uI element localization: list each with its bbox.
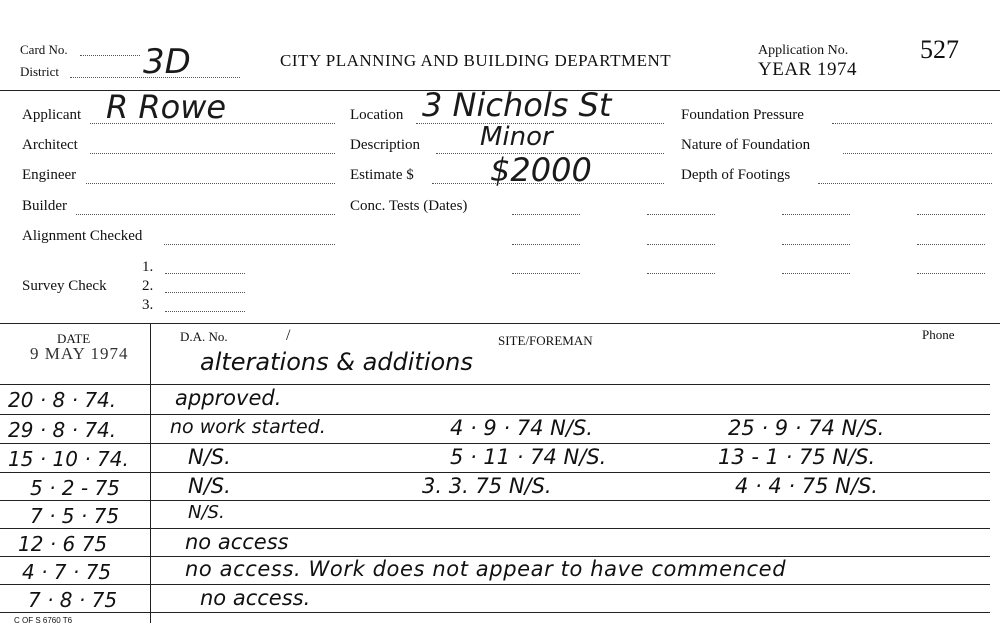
depth-of-footings-line	[818, 183, 992, 184]
foundation-pressure-line	[832, 123, 992, 124]
log-row-note: N/S.	[188, 502, 225, 523]
architect-label: Architect	[22, 137, 78, 153]
builder-label: Builder	[22, 198, 67, 214]
log-row-note: no access	[185, 530, 289, 554]
conc-line	[512, 273, 580, 274]
date-column-divider	[150, 323, 151, 623]
location-value: 3 Nichols St	[422, 86, 612, 124]
card-no-line	[80, 55, 140, 56]
survey-line-2	[165, 292, 245, 293]
log-row-date: 7 · 5 · 75	[30, 504, 120, 528]
conc-line	[512, 214, 580, 215]
applicant-label: Applicant	[22, 107, 82, 123]
nature-of-foundation-label: Nature of Foundation	[681, 137, 811, 153]
log-row-date: 12 · 6 75	[18, 532, 108, 556]
architect-line	[90, 153, 335, 154]
site-foreman-header: SITE/FOREMAN	[498, 333, 593, 348]
year-label: YEAR 1974	[758, 59, 857, 80]
row-line	[0, 528, 990, 529]
log-row-date: 20 · 8 · 74.	[8, 388, 117, 412]
phone-header: Phone	[922, 327, 955, 342]
description-value: Minor	[480, 122, 553, 152]
log-row-note: no access. Work does not appear to have commenced	[185, 557, 787, 581]
conc-line	[512, 244, 580, 245]
log-row-note-2: 3. 3. 75 N/S.	[422, 474, 552, 498]
log-row-note-3: 13 - 1 · 75 N/S.	[718, 445, 876, 469]
first-log-note: alterations & additions	[200, 348, 473, 376]
applicant-value: R Rowe	[106, 88, 227, 126]
log-row-note-3: 4 · 4 · 75 N/S.	[735, 474, 878, 498]
log-row-note-2: 4 · 9 · 74 N/S.	[450, 416, 593, 440]
nature-of-foundation-line	[843, 153, 992, 154]
row-line	[0, 384, 990, 385]
log-row-date: 7 · 8 · 75	[28, 588, 118, 612]
estimate-value: $2000	[490, 151, 592, 189]
log-row-date: 5 · 2 - 75	[30, 476, 120, 500]
row-line	[0, 584, 990, 585]
conc-line	[647, 244, 715, 245]
card-no-label: Card No.	[20, 42, 68, 57]
survey-num-2: 2.	[142, 278, 154, 294]
form-code: C OF S 6760 T6	[14, 616, 73, 625]
log-row-note-3: 25 · 9 · 74 N/S.	[728, 416, 885, 440]
log-row-note-2: 5 · 11 · 74 N/S.	[450, 445, 607, 469]
application-no-label: Application No.	[758, 43, 849, 58]
conc-line	[647, 273, 715, 274]
estimate-label: Estimate $	[350, 167, 414, 183]
log-row-note: no access.	[200, 586, 311, 610]
da-slash: /	[286, 327, 291, 344]
conc-line	[917, 273, 985, 274]
district-value: 3D	[143, 42, 191, 82]
foundation-pressure-label: Foundation Pressure	[681, 107, 804, 123]
description-label: Description	[350, 137, 420, 153]
survey-line-1	[165, 273, 245, 274]
row-line	[0, 472, 990, 473]
log-row-note: N/S.	[188, 445, 231, 469]
conc-line	[782, 214, 850, 215]
log-row-note: N/S.	[188, 474, 231, 498]
log-row-date: 15 · 10 · 74.	[8, 447, 129, 471]
conc-line	[782, 273, 850, 274]
survey-check-label: Survey Check	[22, 278, 107, 294]
alignment-line	[164, 244, 335, 245]
log-row-note: no work started.	[170, 416, 326, 438]
builder-line	[76, 214, 335, 215]
row-line	[0, 500, 990, 501]
engineer-line	[86, 183, 335, 184]
conc-tests-label: Conc. Tests (Dates)	[350, 198, 468, 214]
log-row-note: approved.	[175, 386, 282, 410]
log-row-date: 29 · 8 · 74.	[8, 418, 117, 442]
alignment-label: Alignment Checked	[22, 228, 143, 244]
department-title: CITY PLANNING AND BUILDING DEPARTMENT	[280, 51, 672, 70]
survey-num-1: 1.	[142, 259, 154, 275]
survey-num-3: 3.	[142, 297, 154, 313]
date-header: DATE	[57, 331, 91, 346]
application-number: 527	[920, 35, 959, 64]
da-no-header: D.A. No.	[180, 329, 228, 344]
row-line	[0, 443, 990, 444]
survey-line-3	[165, 311, 245, 312]
conc-line	[917, 244, 985, 245]
depth-of-footings-label: Depth of Footings	[681, 167, 791, 183]
conc-line	[647, 214, 715, 215]
log-row-date: 4 · 7 · 75	[22, 560, 112, 584]
district-label: District	[20, 64, 59, 79]
row-line	[0, 414, 990, 415]
conc-line	[917, 214, 985, 215]
location-label: Location	[350, 107, 404, 123]
engineer-label: Engineer	[22, 167, 77, 183]
conc-line	[782, 244, 850, 245]
received-stamp-date: 9 MAY 1974	[30, 344, 129, 363]
row-line	[0, 612, 990, 613]
